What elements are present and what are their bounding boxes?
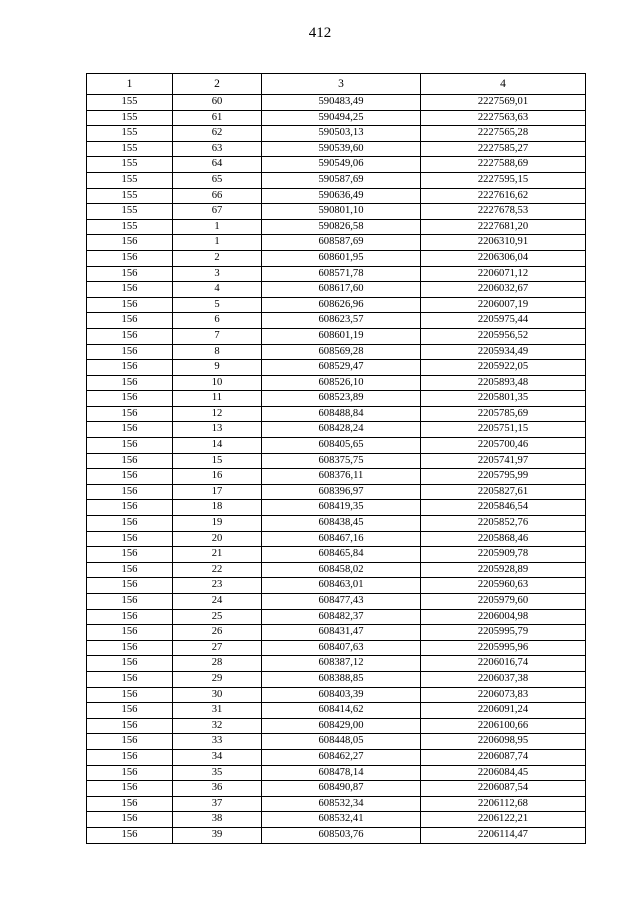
x-coordinate-cell: 590483,49 <box>262 95 421 111</box>
object-number-cell: 156 <box>87 796 173 812</box>
y-coordinate-cell: 2206122,21 <box>421 812 586 828</box>
x-coordinate-cell: 608617,60 <box>262 282 421 298</box>
x-coordinate-cell: 608529,47 <box>262 360 421 376</box>
y-coordinate-cell: 2206087,54 <box>421 781 586 797</box>
table-row <box>87 640 586 656</box>
table-row <box>87 671 586 687</box>
table-row <box>87 656 586 672</box>
table-row <box>87 827 586 843</box>
x-coordinate-cell: 608626,96 <box>262 297 421 313</box>
table-row <box>87 110 586 126</box>
point-number-cell: 30 <box>173 687 262 703</box>
object-number-cell: 155 <box>87 188 173 204</box>
table-row <box>87 172 586 188</box>
x-coordinate-cell: 608414,62 <box>262 703 421 719</box>
table-row <box>87 609 586 625</box>
x-coordinate-cell: 608601,19 <box>262 328 421 344</box>
object-number-cell: 156 <box>87 625 173 641</box>
point-number-cell: 64 <box>173 157 262 173</box>
x-coordinate-cell: 608428,24 <box>262 422 421 438</box>
x-coordinate-cell: 608478,14 <box>262 765 421 781</box>
x-coordinate-cell: 608376,11 <box>262 469 421 485</box>
table-row <box>87 95 586 111</box>
x-coordinate-cell: 590494,25 <box>262 110 421 126</box>
point-number-cell: 16 <box>173 469 262 485</box>
x-coordinate-cell: 608407,63 <box>262 640 421 656</box>
table-row <box>87 578 586 594</box>
x-coordinate-cell: 608482,37 <box>262 609 421 625</box>
object-number-cell: 156 <box>87 734 173 750</box>
y-coordinate-cell: 2206032,67 <box>421 282 586 298</box>
object-number-cell: 155 <box>87 204 173 220</box>
table-row <box>87 204 586 220</box>
object-number-cell: 156 <box>87 749 173 765</box>
table-row <box>87 453 586 469</box>
y-coordinate-cell: 2206016,74 <box>421 656 586 672</box>
x-coordinate-cell: 608490,87 <box>262 781 421 797</box>
x-coordinate-cell: 608601,95 <box>262 250 421 266</box>
y-coordinate-cell: 2205960,63 <box>421 578 586 594</box>
point-number-cell: 21 <box>173 547 262 563</box>
table-row <box>87 687 586 703</box>
y-coordinate-cell: 2206100,66 <box>421 718 586 734</box>
y-coordinate-cell: 2206098,95 <box>421 734 586 750</box>
x-coordinate-cell: 608388,85 <box>262 671 421 687</box>
x-coordinate-cell: 608419,35 <box>262 500 421 516</box>
object-number-cell: 156 <box>87 671 173 687</box>
object-number-cell: 156 <box>87 360 173 376</box>
point-number-cell: 1 <box>173 235 262 251</box>
object-number-cell: 156 <box>87 547 173 563</box>
object-number-cell: 156 <box>87 391 173 407</box>
object-number-cell: 156 <box>87 781 173 797</box>
y-coordinate-cell: 2227563,63 <box>421 110 586 126</box>
y-coordinate-cell: 2205846,54 <box>421 500 586 516</box>
point-number-cell: 22 <box>173 562 262 578</box>
object-number-cell: 156 <box>87 812 173 828</box>
x-coordinate-cell: 608488,84 <box>262 406 421 422</box>
object-number-cell: 155 <box>87 95 173 111</box>
table-row <box>87 250 586 266</box>
y-coordinate-cell: 2206087,74 <box>421 749 586 765</box>
x-coordinate-cell: 608523,89 <box>262 391 421 407</box>
table-header <box>87 74 586 95</box>
table-row <box>87 547 586 563</box>
point-number-cell: 28 <box>173 656 262 672</box>
point-number-cell: 61 <box>173 110 262 126</box>
x-coordinate-cell: 590636,49 <box>262 188 421 204</box>
object-number-cell: 156 <box>87 531 173 547</box>
object-number-cell: 156 <box>87 609 173 625</box>
x-coordinate-cell: 608458,02 <box>262 562 421 578</box>
point-number-cell: 9 <box>173 360 262 376</box>
x-coordinate-cell: 608477,43 <box>262 594 421 610</box>
x-coordinate-cell: 608503,76 <box>262 827 421 843</box>
table-row <box>87 749 586 765</box>
y-coordinate-cell: 2205801,35 <box>421 391 586 407</box>
y-coordinate-cell: 2206007,19 <box>421 297 586 313</box>
y-coordinate-cell: 2205995,96 <box>421 640 586 656</box>
point-number-cell: 66 <box>173 188 262 204</box>
object-number-cell: 155 <box>87 172 173 188</box>
y-coordinate-cell: 2205979,60 <box>421 594 586 610</box>
table-body <box>87 95 586 844</box>
point-number-cell: 34 <box>173 749 262 765</box>
y-coordinate-cell: 2227588,69 <box>421 157 586 173</box>
table-row <box>87 235 586 251</box>
point-number-cell: 14 <box>173 438 262 454</box>
table-row <box>87 313 586 329</box>
table-row <box>87 625 586 641</box>
y-coordinate-cell: 2206114,47 <box>421 827 586 843</box>
table-row <box>87 484 586 500</box>
object-number-cell: 156 <box>87 562 173 578</box>
y-coordinate-cell: 2205934,49 <box>421 344 586 360</box>
column-header-3: 3 <box>262 74 421 95</box>
point-number-cell: 67 <box>173 204 262 220</box>
table-row <box>87 500 586 516</box>
page-number: 412 <box>308 25 332 41</box>
object-number-cell: 156 <box>87 656 173 672</box>
object-number-cell: 156 <box>87 406 173 422</box>
y-coordinate-cell: 2227569,01 <box>421 95 586 111</box>
object-number-cell: 156 <box>87 453 173 469</box>
table-row <box>87 360 586 376</box>
point-number-cell: 10 <box>173 375 262 391</box>
point-number-cell: 17 <box>173 484 262 500</box>
x-coordinate-cell: 590539,60 <box>262 141 421 157</box>
table-row <box>87 562 586 578</box>
object-number-cell: 156 <box>87 687 173 703</box>
x-coordinate-cell: 590826,58 <box>262 219 421 235</box>
y-coordinate-cell: 2227565,28 <box>421 126 586 142</box>
x-coordinate-cell: 608569,28 <box>262 344 421 360</box>
x-coordinate-cell: 608396,97 <box>262 484 421 500</box>
x-coordinate-cell: 590801,10 <box>262 204 421 220</box>
object-number-cell: 156 <box>87 266 173 282</box>
table-row <box>87 375 586 391</box>
object-number-cell: 156 <box>87 484 173 500</box>
table-row <box>87 422 586 438</box>
point-number-cell: 38 <box>173 812 262 828</box>
x-coordinate-cell: 590587,69 <box>262 172 421 188</box>
object-number-cell: 156 <box>87 297 173 313</box>
table-row <box>87 391 586 407</box>
y-coordinate-cell: 2206112,68 <box>421 796 586 812</box>
y-coordinate-cell: 2206004,98 <box>421 609 586 625</box>
object-number-cell: 156 <box>87 640 173 656</box>
object-number-cell: 155 <box>87 157 173 173</box>
x-coordinate-cell: 608587,69 <box>262 235 421 251</box>
point-number-cell: 29 <box>173 671 262 687</box>
object-number-cell: 156 <box>87 703 173 719</box>
point-number-cell: 36 <box>173 781 262 797</box>
table-row <box>87 531 586 547</box>
point-number-cell: 63 <box>173 141 262 157</box>
object-number-cell: 156 <box>87 827 173 843</box>
table-row <box>87 718 586 734</box>
column-header-1: 1 <box>87 74 173 95</box>
y-coordinate-cell: 2205922,05 <box>421 360 586 376</box>
object-number-cell: 156 <box>87 718 173 734</box>
x-coordinate-cell: 608532,34 <box>262 796 421 812</box>
object-number-cell: 156 <box>87 516 173 532</box>
x-coordinate-cell: 608623,57 <box>262 313 421 329</box>
table-row <box>87 266 586 282</box>
object-number-cell: 156 <box>87 578 173 594</box>
x-coordinate-cell: 608526,10 <box>262 375 421 391</box>
point-number-cell: 11 <box>173 391 262 407</box>
object-number-cell: 156 <box>87 438 173 454</box>
object-number-cell: 156 <box>87 235 173 251</box>
point-number-cell: 62 <box>173 126 262 142</box>
table-row <box>87 781 586 797</box>
y-coordinate-cell: 2227616,62 <box>421 188 586 204</box>
x-coordinate-cell: 608405,65 <box>262 438 421 454</box>
y-coordinate-cell: 2206071,12 <box>421 266 586 282</box>
y-coordinate-cell: 2227595,15 <box>421 172 586 188</box>
x-coordinate-cell: 608403,39 <box>262 687 421 703</box>
x-coordinate-cell: 608463,01 <box>262 578 421 594</box>
table-row <box>87 141 586 157</box>
object-number-cell: 156 <box>87 375 173 391</box>
y-coordinate-cell: 2205785,69 <box>421 406 586 422</box>
point-number-cell: 18 <box>173 500 262 516</box>
point-number-cell: 6 <box>173 313 262 329</box>
point-number-cell: 33 <box>173 734 262 750</box>
column-header-4: 4 <box>421 74 586 95</box>
table-row <box>87 126 586 142</box>
object-number-cell: 156 <box>87 282 173 298</box>
x-coordinate-cell: 608438,45 <box>262 516 421 532</box>
x-coordinate-cell: 608448,05 <box>262 734 421 750</box>
x-coordinate-cell: 608387,12 <box>262 656 421 672</box>
point-number-cell: 7 <box>173 328 262 344</box>
y-coordinate-cell: 2205868,46 <box>421 531 586 547</box>
x-coordinate-cell: 608571,78 <box>262 266 421 282</box>
y-coordinate-cell: 2205795,99 <box>421 469 586 485</box>
point-number-cell: 12 <box>173 406 262 422</box>
object-number-cell: 156 <box>87 500 173 516</box>
table-row <box>87 328 586 344</box>
point-number-cell: 35 <box>173 765 262 781</box>
x-coordinate-cell: 608462,27 <box>262 749 421 765</box>
table-row <box>87 282 586 298</box>
point-number-cell: 3 <box>173 266 262 282</box>
table-row <box>87 516 586 532</box>
y-coordinate-cell: 2205975,44 <box>421 313 586 329</box>
table-row <box>87 594 586 610</box>
table-row <box>87 765 586 781</box>
y-coordinate-cell: 2205827,61 <box>421 484 586 500</box>
object-number-cell: 155 <box>87 126 173 142</box>
object-number-cell: 156 <box>87 328 173 344</box>
point-number-cell: 4 <box>173 282 262 298</box>
x-coordinate-cell: 590549,06 <box>262 157 421 173</box>
y-coordinate-cell: 2205995,79 <box>421 625 586 641</box>
object-number-cell: 156 <box>87 422 173 438</box>
x-coordinate-cell: 608429,00 <box>262 718 421 734</box>
point-number-cell: 60 <box>173 95 262 111</box>
y-coordinate-cell: 2205751,15 <box>421 422 586 438</box>
object-number-cell: 156 <box>87 469 173 485</box>
point-number-cell: 8 <box>173 344 262 360</box>
x-coordinate-cell: 608465,84 <box>262 547 421 563</box>
column-header-2: 2 <box>173 74 262 95</box>
table-row <box>87 734 586 750</box>
table-row <box>87 796 586 812</box>
y-coordinate-cell: 2205956,52 <box>421 328 586 344</box>
table-row <box>87 469 586 485</box>
y-coordinate-cell: 2206091,24 <box>421 703 586 719</box>
table-row <box>87 297 586 313</box>
y-coordinate-cell: 2227678,53 <box>421 204 586 220</box>
point-number-cell: 26 <box>173 625 262 641</box>
header-row <box>87 74 586 95</box>
y-coordinate-cell: 2227681,20 <box>421 219 586 235</box>
table-row <box>87 344 586 360</box>
point-number-cell: 24 <box>173 594 262 610</box>
point-number-cell: 23 <box>173 578 262 594</box>
table-row <box>87 157 586 173</box>
object-number-cell: 155 <box>87 110 173 126</box>
object-number-cell: 156 <box>87 344 173 360</box>
object-number-cell: 156 <box>87 594 173 610</box>
point-number-cell: 5 <box>173 297 262 313</box>
object-number-cell: 156 <box>87 250 173 266</box>
point-number-cell: 27 <box>173 640 262 656</box>
y-coordinate-cell: 2205909,78 <box>421 547 586 563</box>
table-row <box>87 406 586 422</box>
object-number-cell: 155 <box>87 219 173 235</box>
object-number-cell: 156 <box>87 765 173 781</box>
x-coordinate-cell: 608532,41 <box>262 812 421 828</box>
point-number-cell: 15 <box>173 453 262 469</box>
point-number-cell: 2 <box>173 250 262 266</box>
x-coordinate-cell: 608467,16 <box>262 531 421 547</box>
point-number-cell: 13 <box>173 422 262 438</box>
y-coordinate-cell: 2205852,76 <box>421 516 586 532</box>
y-coordinate-cell: 2206310,91 <box>421 235 586 251</box>
point-number-cell: 31 <box>173 703 262 719</box>
y-coordinate-cell: 2205700,46 <box>421 438 586 454</box>
point-number-cell: 39 <box>173 827 262 843</box>
point-number-cell: 19 <box>173 516 262 532</box>
table-row <box>87 812 586 828</box>
point-number-cell: 1 <box>173 219 262 235</box>
table-row <box>87 188 586 204</box>
object-number-cell: 155 <box>87 141 173 157</box>
y-coordinate-cell: 2206084,45 <box>421 765 586 781</box>
y-coordinate-cell: 2206306,04 <box>421 250 586 266</box>
x-coordinate-cell: 608431,47 <box>262 625 421 641</box>
x-coordinate-cell: 590503,13 <box>262 126 421 142</box>
coordinates-table <box>86 73 586 844</box>
table-row <box>87 219 586 235</box>
x-coordinate-cell: 608375,75 <box>262 453 421 469</box>
y-coordinate-cell: 2205893,48 <box>421 375 586 391</box>
object-number-cell: 156 <box>87 313 173 329</box>
table-row <box>87 703 586 719</box>
point-number-cell: 65 <box>173 172 262 188</box>
y-coordinate-cell: 2227585,27 <box>421 141 586 157</box>
table-row <box>87 438 586 454</box>
y-coordinate-cell: 2205928,89 <box>421 562 586 578</box>
y-coordinate-cell: 2205741,97 <box>421 453 586 469</box>
y-coordinate-cell: 2206037,38 <box>421 671 586 687</box>
point-number-cell: 32 <box>173 718 262 734</box>
point-number-cell: 37 <box>173 796 262 812</box>
point-number-cell: 20 <box>173 531 262 547</box>
y-coordinate-cell: 2206073,83 <box>421 687 586 703</box>
point-number-cell: 25 <box>173 609 262 625</box>
